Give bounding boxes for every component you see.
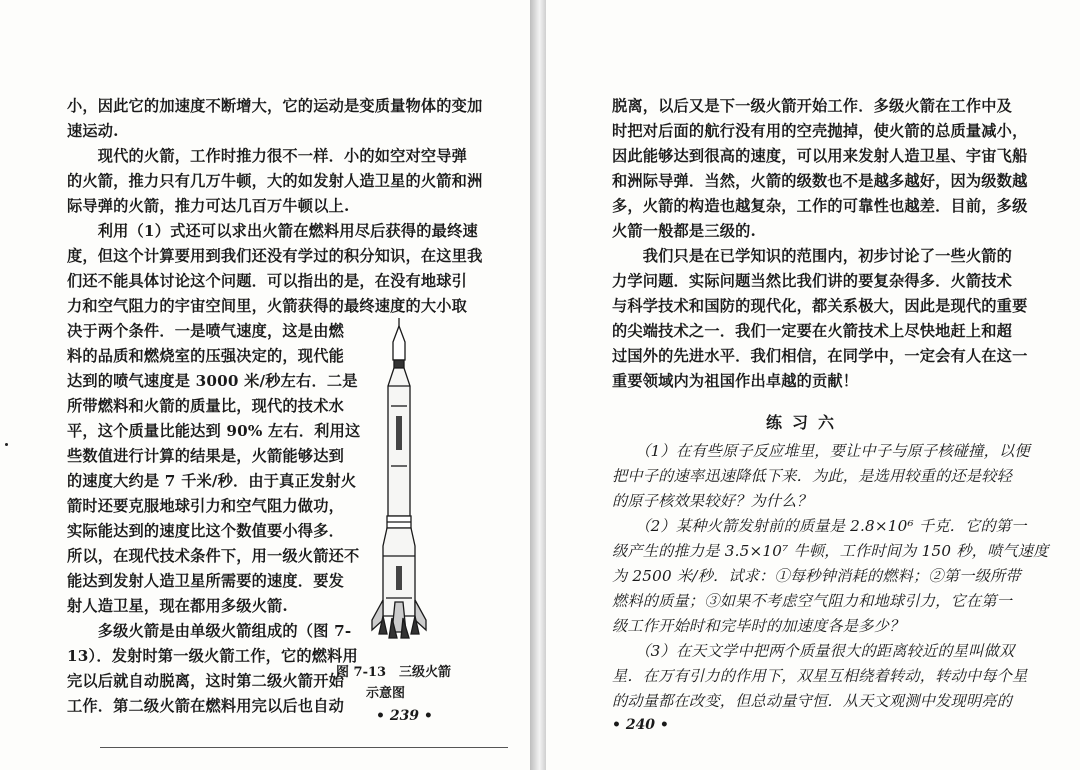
- exercise-line: （1）在有些原子反应堆里，要让中子与原子核碰撞，以便: [612, 442, 1030, 460]
- right-text-line: 过国外的先进水平．我们相信，在同学中，一定会有人在这一: [612, 347, 1028, 365]
- wrap-text-line: 的速度大约是 7 千米/秒．由于真正发射火: [67, 472, 357, 490]
- wrap-text-line: 料的品质和燃烧室的压强决定的，现代能: [67, 347, 344, 365]
- exercise-line: 燃料的质量；③如果不考虑空气阻力和地球引力，它在第一: [612, 592, 1013, 610]
- exercise-line: 级产生的推力是 3.5×10⁷ 牛顿，工作时间为 150 秒，喷气速度: [612, 542, 1049, 560]
- right-text-line: 时把对后面的航行没有用的空壳抛掉，使火箭的总质量减小，: [612, 122, 1028, 140]
- right-text-line: 火箭一般都是三级的.: [612, 222, 756, 240]
- book-gutter: [530, 0, 546, 770]
- wrap-text-line: 工作．第二级火箭在燃料用完以后也自动: [67, 697, 344, 715]
- right-text-line: 的尖端技术之一．我们一定要在火箭技术上尽快地赶上和超: [612, 322, 1013, 340]
- wrap-text-line: 13）．发射时第一级火箭工作，它的燃料用: [67, 647, 358, 665]
- exercise-line: 的原子核效果较好？为什么？: [612, 492, 813, 510]
- right-text-line: 多，火箭的构造也越复杂，工作的可靠性也越差．目前，多级: [612, 197, 1028, 215]
- left-text-line: 际导弹的火箭，推力可达几百万牛顿以上.: [67, 197, 350, 215]
- left-page: [0, 0, 530, 770]
- wrap-text-line: 决于两个条件．一是喷气速度，这是由燃: [67, 322, 344, 340]
- right-text-line: 力学问题．实际问题当然比我们讲的要复杂得多．火箭技术: [612, 272, 1013, 290]
- wrap-text-line: 些数值进行计算的结果是，火箭能够达到: [67, 447, 344, 465]
- exercise-heading: 练习六: [766, 413, 845, 432]
- left-text-line: 利用（1）式还可以求出火箭在燃料用尽后获得的最终速: [67, 222, 478, 240]
- wrap-text-line: 完以后就自动脱离，这时第二级火箭开始: [67, 672, 344, 690]
- figure-caption-line1: 图 7-13 三级火箭: [336, 665, 452, 680]
- wrap-text-line: 达到的喷气速度是 3000 米/秒左右．二是: [67, 372, 358, 390]
- wrap-text-line: 射人造卫星，现在都用多级火箭.: [67, 597, 288, 615]
- three-stage-rocket-figure: [352, 316, 462, 652]
- wrap-text-line: 平，这个质量比能达到 90% 左右．利用这: [67, 422, 361, 440]
- page-number-left: • 239 •: [376, 708, 433, 724]
- exercise-line: 把中子的速率迅速降低下来．为此，是选用较重的还是较轻: [612, 467, 1013, 485]
- exercise-line: （3）在天文学中把两个质量很大的距离较近的星叫做双: [612, 642, 1015, 660]
- exercise-line: 星．在万有引力的作用下，双星互相绕着转动，转动中每个星: [612, 667, 1028, 685]
- right-text-line: 和洲际导弹．当然，火箭的级数也不是越多越好，因为级数越: [612, 172, 1028, 190]
- left-text-line: 速运动.: [67, 122, 119, 140]
- wrap-text-line: 能达到发射人造卫星所需要的速度．要发: [67, 572, 344, 590]
- right-text-line: 与科学技术和国防的现代化，都关系极大，因此是现代的重要: [612, 297, 1028, 315]
- left-text-line: 力和空气阻力的宇宙空间里，火箭获得的最终速度的大小取: [67, 297, 468, 315]
- wrap-text-line: 箭时还要克服地球引力和空气阻力做功，: [67, 497, 344, 515]
- figure-caption-line2: 示意图: [366, 686, 406, 701]
- exercise-line: 为 2500 米/秒．试求：①每秒钟消耗的燃料；②第一级所带: [612, 567, 1021, 585]
- left-text-line: 现代的火箭，工作时推力很不一样．小的如空对空导弹: [67, 147, 468, 165]
- right-text-line: 重要领域内为祖国作出卓越的贡献！: [612, 372, 859, 390]
- left-text-line: 度，但这个计算要用到我们还没有学过的积分知识，在这里我: [67, 247, 483, 265]
- page-number-right: • 240 •: [612, 717, 669, 733]
- wrap-text-line: 多级火箭是由单级火箭组成的（图 7-: [67, 622, 352, 640]
- right-text-line: 脱离，以后又是下一级火箭开始工作．多级火箭在工作中及: [612, 97, 1013, 115]
- right-page: [546, 0, 1080, 770]
- exercise-line: 级工作开始时和完毕时的加速度各是多少？: [612, 617, 905, 635]
- wrap-text-line: 实际能达到的速度比这个数值要小得多．: [67, 522, 344, 540]
- right-text-line: 因此能够达到很高的速度，可以用来发射人造卫星、宇宙飞船: [612, 147, 1028, 165]
- left-text-line: 的火箭，推力只有几万牛顿，大的如发射人造卫星的火箭和洲: [67, 172, 483, 190]
- exercise-line: （2）某种火箭发射前的质量是 2.8×10⁶ 千克．它的第一: [612, 517, 1027, 535]
- left-text-line: 小，因此它的加速度不断增大，它的运动是变质量物体的变加: [67, 97, 483, 115]
- wrap-text-line: 所带燃料和火箭的质量比，现代的技术水: [67, 397, 344, 415]
- left-text-line: 们还不能具体讨论这个问题．可以指出的是，在没有地球引: [67, 272, 468, 290]
- page-speck: [5, 443, 8, 446]
- exercise-line: 的动量都在改变，但总动量守恒．从天文观测中发现明亮的: [612, 692, 1013, 710]
- right-text-line: 我们只是在已学知识的范围内，初步讨论了一些火箭的: [612, 247, 1013, 265]
- wrap-text-line: 所以，在现代技术条件下，用一级火箭还不: [67, 547, 360, 565]
- bottom-rule: [100, 747, 508, 748]
